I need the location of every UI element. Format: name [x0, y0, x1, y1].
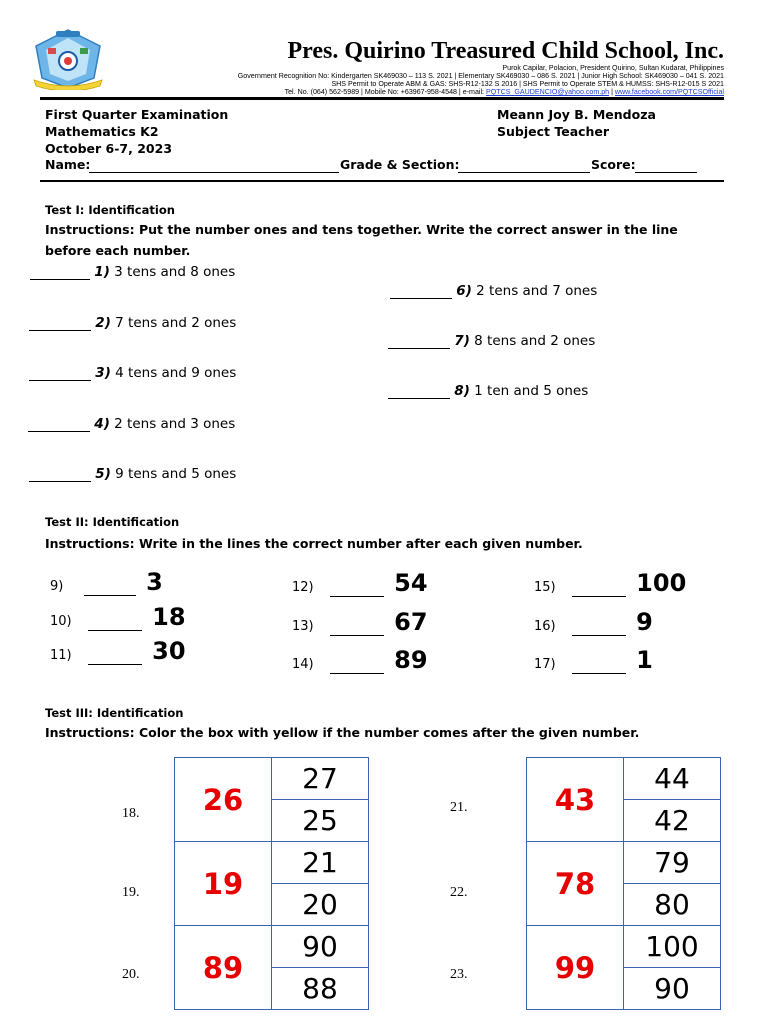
email-link[interactable]: PQTCS_GAUDENCIO@yahoo.com.ph — [486, 88, 610, 96]
given-number-cell: 43 — [527, 758, 624, 842]
item-number: 7) — [454, 333, 470, 349]
test2-item — [534, 646, 653, 674]
exam-title: First Quarter Examination — [45, 107, 229, 122]
answer-line[interactable] — [28, 417, 90, 432]
answer-line[interactable] — [572, 611, 626, 636]
option-box[interactable]: 27 — [272, 758, 369, 800]
answer-line[interactable] — [29, 467, 91, 482]
item-text: 2 tens and 7 ones — [476, 283, 598, 299]
item-text: 4 tens and 9 ones — [115, 365, 237, 381]
option-box[interactable]: 21 — [272, 842, 369, 884]
test3-title: Test III: Identification — [45, 706, 184, 720]
answer-line[interactable] — [390, 284, 452, 299]
option-box[interactable]: 90 — [624, 968, 721, 1010]
test3-instructions-label: Instructions: — [45, 725, 135, 740]
test2-item — [50, 568, 163, 596]
test1-item — [390, 283, 597, 299]
given-number-cell: 89 — [175, 926, 272, 1010]
answer-line[interactable] — [388, 334, 450, 349]
info-divider — [40, 180, 724, 182]
test1-instructions-text: Put the number ones and tens together. Write the correct answer in the line — [134, 222, 678, 237]
given-number-cell: 19 — [175, 842, 272, 926]
item-number: 15) — [534, 580, 556, 595]
score-label: Score: — [591, 157, 636, 172]
row-number: 18. — [122, 806, 140, 821]
item-number: 4) — [94, 416, 110, 432]
teacher-name: Meann Joy B. Mendoza — [497, 107, 656, 122]
row-number: 19. — [122, 885, 140, 900]
item-number: 2) — [95, 315, 111, 331]
given-number: 18 — [152, 603, 186, 631]
given-number: 1 — [636, 646, 653, 674]
answer-line[interactable] — [572, 572, 626, 597]
row-number: 21. — [450, 800, 468, 815]
test1-instructions — [45, 222, 678, 237]
given-number: 89 — [394, 646, 428, 674]
item-text: 2 tens and 3 ones — [114, 416, 236, 432]
name-field[interactable] — [89, 157, 339, 173]
answer-line[interactable] — [29, 316, 91, 331]
item-number: 16) — [534, 619, 556, 634]
test2-item — [292, 646, 428, 674]
test1-item — [29, 365, 236, 381]
given-number-cell: 78 — [527, 842, 624, 926]
item-number: 9) — [50, 579, 64, 594]
given-number: 3 — [146, 568, 163, 596]
item-text: 1 ten and 5 ones — [474, 383, 589, 399]
test1-instructions-line2: before each number. — [45, 243, 191, 258]
option-box[interactable]: 79 — [624, 842, 721, 884]
row-number: 23. — [450, 967, 468, 982]
item-number: 11) — [50, 648, 72, 663]
item-number: 3) — [95, 365, 111, 381]
header-divider — [40, 97, 724, 100]
test1-item — [30, 264, 235, 280]
answer-line[interactable] — [88, 606, 142, 631]
test2-item — [534, 608, 653, 636]
contact-line — [285, 88, 724, 96]
test2-instructions-text: Write in the lines the correct number after each given number. — [134, 536, 583, 551]
exam-date: October 6-7, 2023 — [45, 141, 173, 156]
item-number: 10) — [50, 614, 72, 629]
test2-item — [292, 569, 428, 597]
contact-prefix: Tel. No. (064) 562-5989 | Mobile No: +63967-958-4548 | e-mail: — [284, 88, 487, 96]
exam-subject: Mathematics K2 — [45, 124, 159, 139]
option-box[interactable]: 25 — [272, 800, 369, 842]
test3-table-left — [174, 757, 369, 1010]
answer-line[interactable] — [29, 366, 91, 381]
option-box[interactable]: 20 — [272, 884, 369, 926]
item-number: 13) — [292, 619, 314, 634]
answer-line[interactable] — [84, 571, 136, 596]
answer-line[interactable] — [388, 384, 450, 399]
item-number: 6) — [456, 283, 472, 299]
item-number: 8) — [454, 383, 470, 399]
teacher-role: Subject Teacher — [497, 124, 610, 139]
school-address: Purok Capilar, Polacion, President Quirino, Sultan Kudarat, Philippines — [502, 64, 724, 72]
test3-instructions — [45, 725, 639, 740]
option-box[interactable]: 90 — [272, 926, 369, 968]
test2-item — [50, 637, 186, 665]
given-number: 9 — [636, 608, 653, 636]
option-box[interactable]: 42 — [624, 800, 721, 842]
school-name: Pres. Quirino Treasured Child School, Inc. — [287, 38, 724, 64]
item-text: 3 tens and 8 ones — [114, 264, 236, 280]
contact-separator: | — [609, 88, 615, 96]
test2-title: Test II: Identification — [45, 515, 180, 529]
given-number: 67 — [394, 608, 428, 636]
answer-line[interactable] — [330, 572, 384, 597]
test2-item — [534, 569, 686, 597]
item-number: 12) — [292, 580, 314, 595]
test1-item — [28, 416, 235, 432]
item-text: 7 tens and 2 ones — [115, 315, 237, 331]
given-number-cell: 26 — [175, 758, 272, 842]
government-recognition: Government Recognition No: Kindergarten SK469030 – 113 S. 2021 | Elementary SK469030 – 086 S. 2021 | Junior High School: SK469030 – 041 S. 2021 — [237, 72, 724, 80]
shs-permits: SHS Permit to Operate ABM & GAS: SHS-R12-132 S 2016 | SHS Permit to Operate STEM & HUMSS: SHS-R12-015 S 2021 — [331, 80, 724, 88]
row-number: 22. — [450, 885, 468, 900]
item-number: 1) — [94, 264, 110, 280]
row-number: 20. — [122, 967, 140, 982]
test2-instructions — [45, 536, 583, 551]
given-number: 100 — [636, 569, 687, 597]
option-box[interactable]: 80 — [624, 884, 721, 926]
test1-item — [388, 333, 595, 349]
test1-item — [388, 383, 588, 399]
answer-line[interactable] — [572, 649, 626, 674]
item-text: 8 tens and 2 ones — [474, 333, 596, 349]
item-number: 5) — [95, 466, 111, 482]
item-number: 14) — [292, 657, 314, 672]
answer-line[interactable] — [330, 611, 384, 636]
option-box[interactable]: 100 — [624, 926, 721, 968]
test1-item — [29, 315, 236, 331]
facebook-link[interactable]: www.facebook.com/PQTCSOfficial — [614, 88, 724, 96]
test3-table-right — [526, 757, 721, 1010]
score-field[interactable] — [635, 157, 697, 173]
school-logo — [30, 28, 106, 90]
answer-line[interactable] — [330, 649, 384, 674]
option-box[interactable]: 88 — [272, 968, 369, 1010]
test2-instructions-label: Instructions: — [45, 536, 135, 551]
given-number: 30 — [152, 637, 186, 665]
test1-instructions-label: Instructions: — [45, 222, 135, 237]
item-text: 9 tens and 5 ones — [115, 466, 237, 482]
grade-section-label: Grade & Section: — [340, 157, 460, 172]
grade-section-field[interactable] — [458, 157, 590, 173]
given-number: 54 — [394, 569, 428, 597]
test1-item — [29, 466, 236, 482]
item-number: 17) — [534, 657, 556, 672]
test2-item — [50, 603, 186, 631]
name-label: Name: — [45, 157, 91, 172]
answer-line[interactable] — [30, 265, 90, 280]
option-box[interactable]: 44 — [624, 758, 721, 800]
test3-instructions-text: Color the box with yellow if the number comes after the given number. — [134, 725, 640, 740]
answer-line[interactable] — [88, 640, 142, 665]
test2-item — [292, 608, 428, 636]
test1-title: Test I: Identification — [45, 203, 175, 217]
given-number-cell: 99 — [527, 926, 624, 1010]
